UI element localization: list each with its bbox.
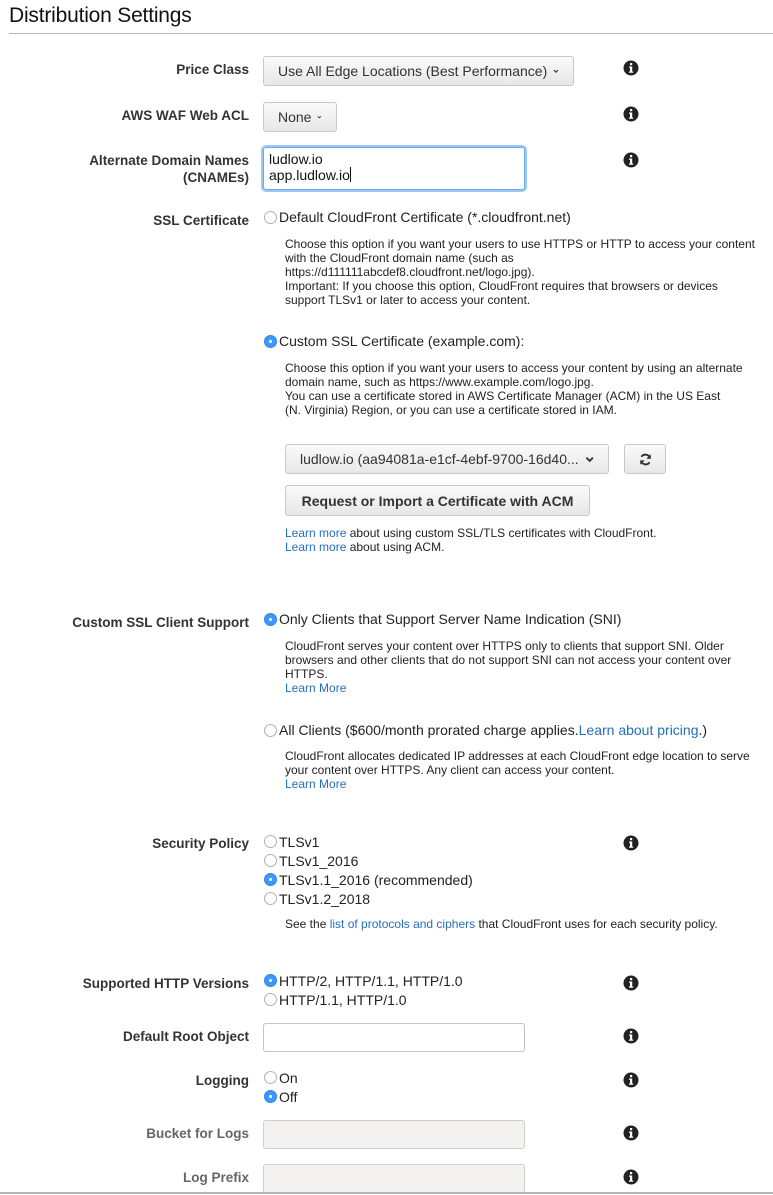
log-prefix-label: Log Prefix [182, 1170, 249, 1185]
waf-value: None [278, 109, 312, 125]
radio-http2[interactable]: HTTP/2, HTTP/1.1, HTTP/1.0 [264, 971, 463, 990]
price-class-select[interactable] [263, 56, 574, 86]
request-import-certificate-button[interactable]: Request or Import a Certificate with ACM [285, 485, 590, 516]
price-class-value: Use All Edge Locations (Best Performance) [278, 63, 548, 79]
radio-button[interactable] [264, 1071, 277, 1084]
default-root-object-label: Default Root Object [122, 1029, 249, 1044]
radio-custom-certificate[interactable]: Custom SSL Certificate (example.com): [264, 332, 524, 350]
sni-description: CloudFront serves your content over HTTPS only to clients that support SNI. Older browsers and other clients that do not support SNI can not access your content over HTTPS. Learn More [285, 639, 765, 695]
custom-certificate-description: Choose this option if you want your users to access your content by using an alternate domain name, such as https://www.example.com/logo.jpg. You can use a certificate stored in AWS Certificate Manager (ACM) in the US East (N. Virginia) Region, or you can use a certificate stored in IAM. [285, 361, 743, 417]
certificate-select[interactable] [285, 444, 609, 474]
security-policy-options [264, 832, 473, 908]
sni-learn-more-link[interactable]: Learn More [285, 681, 347, 695]
refresh-certificates-button[interactable] [624, 444, 666, 474]
refresh-icon [639, 453, 652, 466]
all-clients-description: CloudFront allocates dedicated IP addresses at each CloudFront edge location to serve your content over HTTPS. Any client can access your content. Learn More [285, 749, 765, 791]
default-root-object-input[interactable] [263, 1023, 525, 1052]
chevron-down-icon [585, 454, 594, 464]
waf-label: AWS WAF Web ACL [121, 108, 249, 123]
radio-button[interactable] [264, 211, 277, 224]
radio-button[interactable] [264, 892, 277, 905]
radio-button[interactable] [264, 854, 277, 867]
radio-tlsv1[interactable]: TLSv1 [264, 832, 473, 851]
security-policy-label: Security Policy [152, 836, 249, 851]
radio-button-selected[interactable] [264, 1090, 277, 1103]
radio-sni-only[interactable]: Only Clients that Support Server Name Indication (SNI) [264, 610, 621, 628]
cnames-label: Alternate Domain Names (CNAMEs) [89, 153, 249, 185]
info-icon[interactable] [623, 152, 639, 168]
radio-logging-on[interactable]: On [264, 1068, 298, 1087]
bucket-for-logs-input[interactable] [263, 1120, 525, 1149]
learn-more-ssl-link[interactable]: Learn more [285, 526, 347, 540]
protocols-ciphers-link[interactable]: list of protocols and ciphers [329, 917, 476, 931]
radio-button-selected[interactable] [264, 335, 277, 348]
info-icon[interactable] [623, 1169, 639, 1185]
radio-tlsv1-2016[interactable]: TLSv1_2016 [264, 851, 473, 870]
learn-about-pricing-link[interactable]: Learn about pricing [578, 722, 699, 738]
page-title: Distribution Settings [9, 4, 192, 27]
radio-button-selected[interactable] [264, 613, 277, 626]
cnames-textarea[interactable]: ludlow.io app.ludlow.io [263, 147, 525, 190]
waf-select[interactable] [263, 102, 337, 132]
radio-tlsv1-1-2016[interactable]: TLSv1.1_2016 (recommended) [264, 870, 473, 889]
radio-button[interactable] [264, 993, 277, 1006]
all-clients-learn-more-link[interactable]: Learn More [285, 777, 347, 791]
certificate-learn-more: Learn more about using custom SSL/TLS certificates with CloudFront. Learn more about using ACM. [285, 526, 657, 554]
info-icon[interactable] [623, 106, 639, 122]
text-cursor [350, 167, 351, 182]
radio-button-selected[interactable] [264, 873, 277, 886]
radio-button[interactable] [264, 835, 277, 848]
header-divider [9, 33, 773, 34]
price-class-label: Price Class [176, 62, 249, 77]
info-icon[interactable] [623, 975, 639, 991]
ssl-certificate-label: SSL Certificate [153, 213, 249, 228]
radio-logging-off[interactable]: Off [264, 1087, 298, 1106]
radio-http1[interactable]: HTTP/1.1, HTTP/1.0 [264, 990, 463, 1009]
logging-options [264, 1068, 298, 1106]
security-policy-note: See the list of protocols and ciphers that CloudFront uses for each security policy. [285, 917, 718, 931]
chevron-down-icon [317, 112, 322, 122]
radio-default-certificate[interactable]: Default CloudFront Certificate (*.cloudfront.net) [264, 208, 571, 226]
radio-all-clients[interactable]: All Clients ($600/month prorated charge applies. Learn about pricing .) [264, 721, 707, 739]
certificate-value: ludlow.io (aa94081a-e1cf-4ebf-9700-16d40... [300, 451, 579, 467]
radio-button[interactable] [264, 724, 277, 737]
http-versions-options [264, 971, 463, 1009]
radio-button-selected[interactable] [264, 974, 277, 987]
info-icon[interactable] [623, 1072, 639, 1088]
info-icon[interactable] [623, 60, 639, 76]
log-prefix-input[interactable] [263, 1164, 525, 1194]
chevron-down-icon [553, 66, 559, 76]
http-versions-label: Supported HTTP Versions [82, 976, 249, 991]
default-certificate-description: Choose this option if you want your users to use HTTPS or HTTP to access your content with the CloudFront domain name (such as https://d111111abcdef8.cloudfront.net/logo.jpg). Important: If you choose this option, CloudFront requires that browsers or devices support TLSv1 or later to access your content. [285, 237, 755, 307]
logging-label: Logging [195, 1073, 249, 1088]
info-icon[interactable] [623, 1028, 639, 1044]
client-support-label: Custom SSL Client Support [72, 615, 249, 630]
info-icon[interactable] [623, 1125, 639, 1141]
info-icon[interactable] [623, 835, 639, 851]
radio-tlsv1-2-2018[interactable]: TLSv1.2_2018 [264, 889, 473, 908]
bottom-divider [0, 1192, 773, 1194]
bucket-for-logs-label: Bucket for Logs [146, 1126, 249, 1141]
learn-more-acm-link[interactable]: Learn more [285, 540, 347, 554]
